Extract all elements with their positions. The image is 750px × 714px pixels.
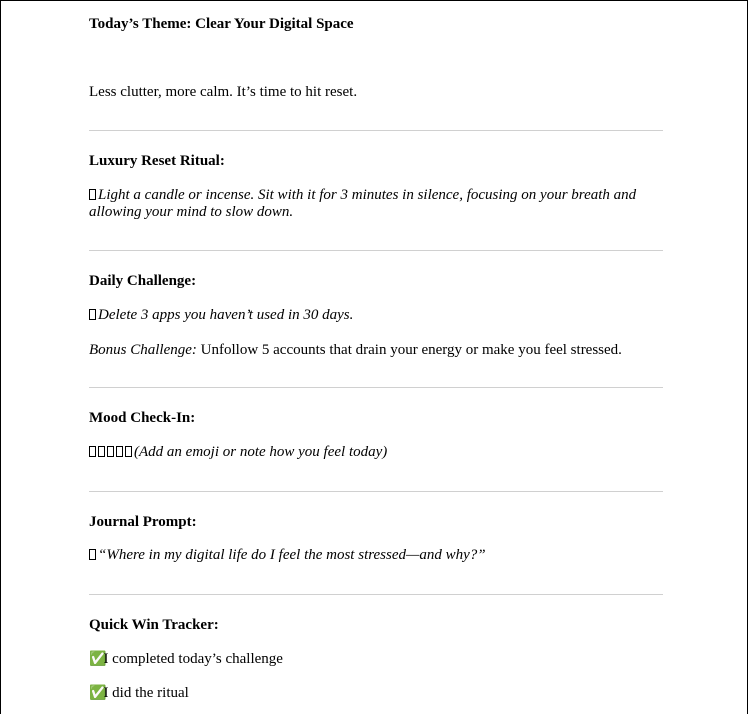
- emoji-5-icon: [125, 446, 132, 457]
- mood-body: (Add an emoji or note how you feel today): [134, 444, 388, 460]
- journal-body: “Where in my digital life do I feel the most stressed—and why?”: [98, 547, 486, 563]
- checkmark-icon: ✅: [89, 651, 107, 667]
- pen-icon: [89, 549, 96, 560]
- tracker-item: [89, 651, 663, 668]
- bonus-label: Bonus Challenge:: [89, 342, 197, 358]
- bonus-challenge: [89, 342, 663, 359]
- emoji-3-icon: [107, 446, 114, 457]
- journal-text: [89, 547, 663, 564]
- tracker-item: [89, 685, 663, 702]
- ritual-body: Light a candle or incense. Sit with it for 3 minutes in silence, focusing on your breath and allowing your mind to slow down.: [89, 187, 637, 220]
- checkmark-icon: ✅: [89, 685, 107, 701]
- bonus-text: Unfollow 5 accounts that drain your energy or make you feel stressed.: [200, 342, 622, 358]
- ritual-heading: Luxury Reset Ritual:: [89, 153, 225, 169]
- emoji-1-icon: [89, 446, 96, 457]
- emoji-4-icon: [116, 446, 123, 457]
- journal-heading: Journal Prompt:: [89, 514, 197, 530]
- mood-heading: Mood Check-In:: [89, 410, 196, 426]
- challenge-body: Delete 3 apps you haven’t used in 30 days.: [98, 307, 354, 323]
- mood-text: [89, 444, 663, 461]
- divider: [89, 594, 663, 595]
- tracker-item-text: I completed today’s challenge: [103, 651, 283, 667]
- tracker-heading: Quick Win Tracker:: [89, 617, 219, 633]
- divider: [89, 387, 663, 388]
- challenge-heading: Daily Challenge:: [89, 273, 197, 289]
- ritual-text: [89, 187, 663, 221]
- intro-text: Less clutter, more calm. It’s time to hit reset.: [89, 84, 358, 100]
- phone-icon: [89, 309, 96, 320]
- tracker-item-text: I did the ritual: [103, 685, 189, 701]
- challenge-text: [89, 307, 663, 324]
- candle-icon: [89, 189, 96, 200]
- page-title: Today’s Theme: Clear Your Digital Space: [89, 16, 354, 32]
- divider: [89, 491, 663, 492]
- divider: [89, 130, 663, 131]
- emoji-2-icon: [98, 446, 105, 457]
- divider: [89, 250, 663, 251]
